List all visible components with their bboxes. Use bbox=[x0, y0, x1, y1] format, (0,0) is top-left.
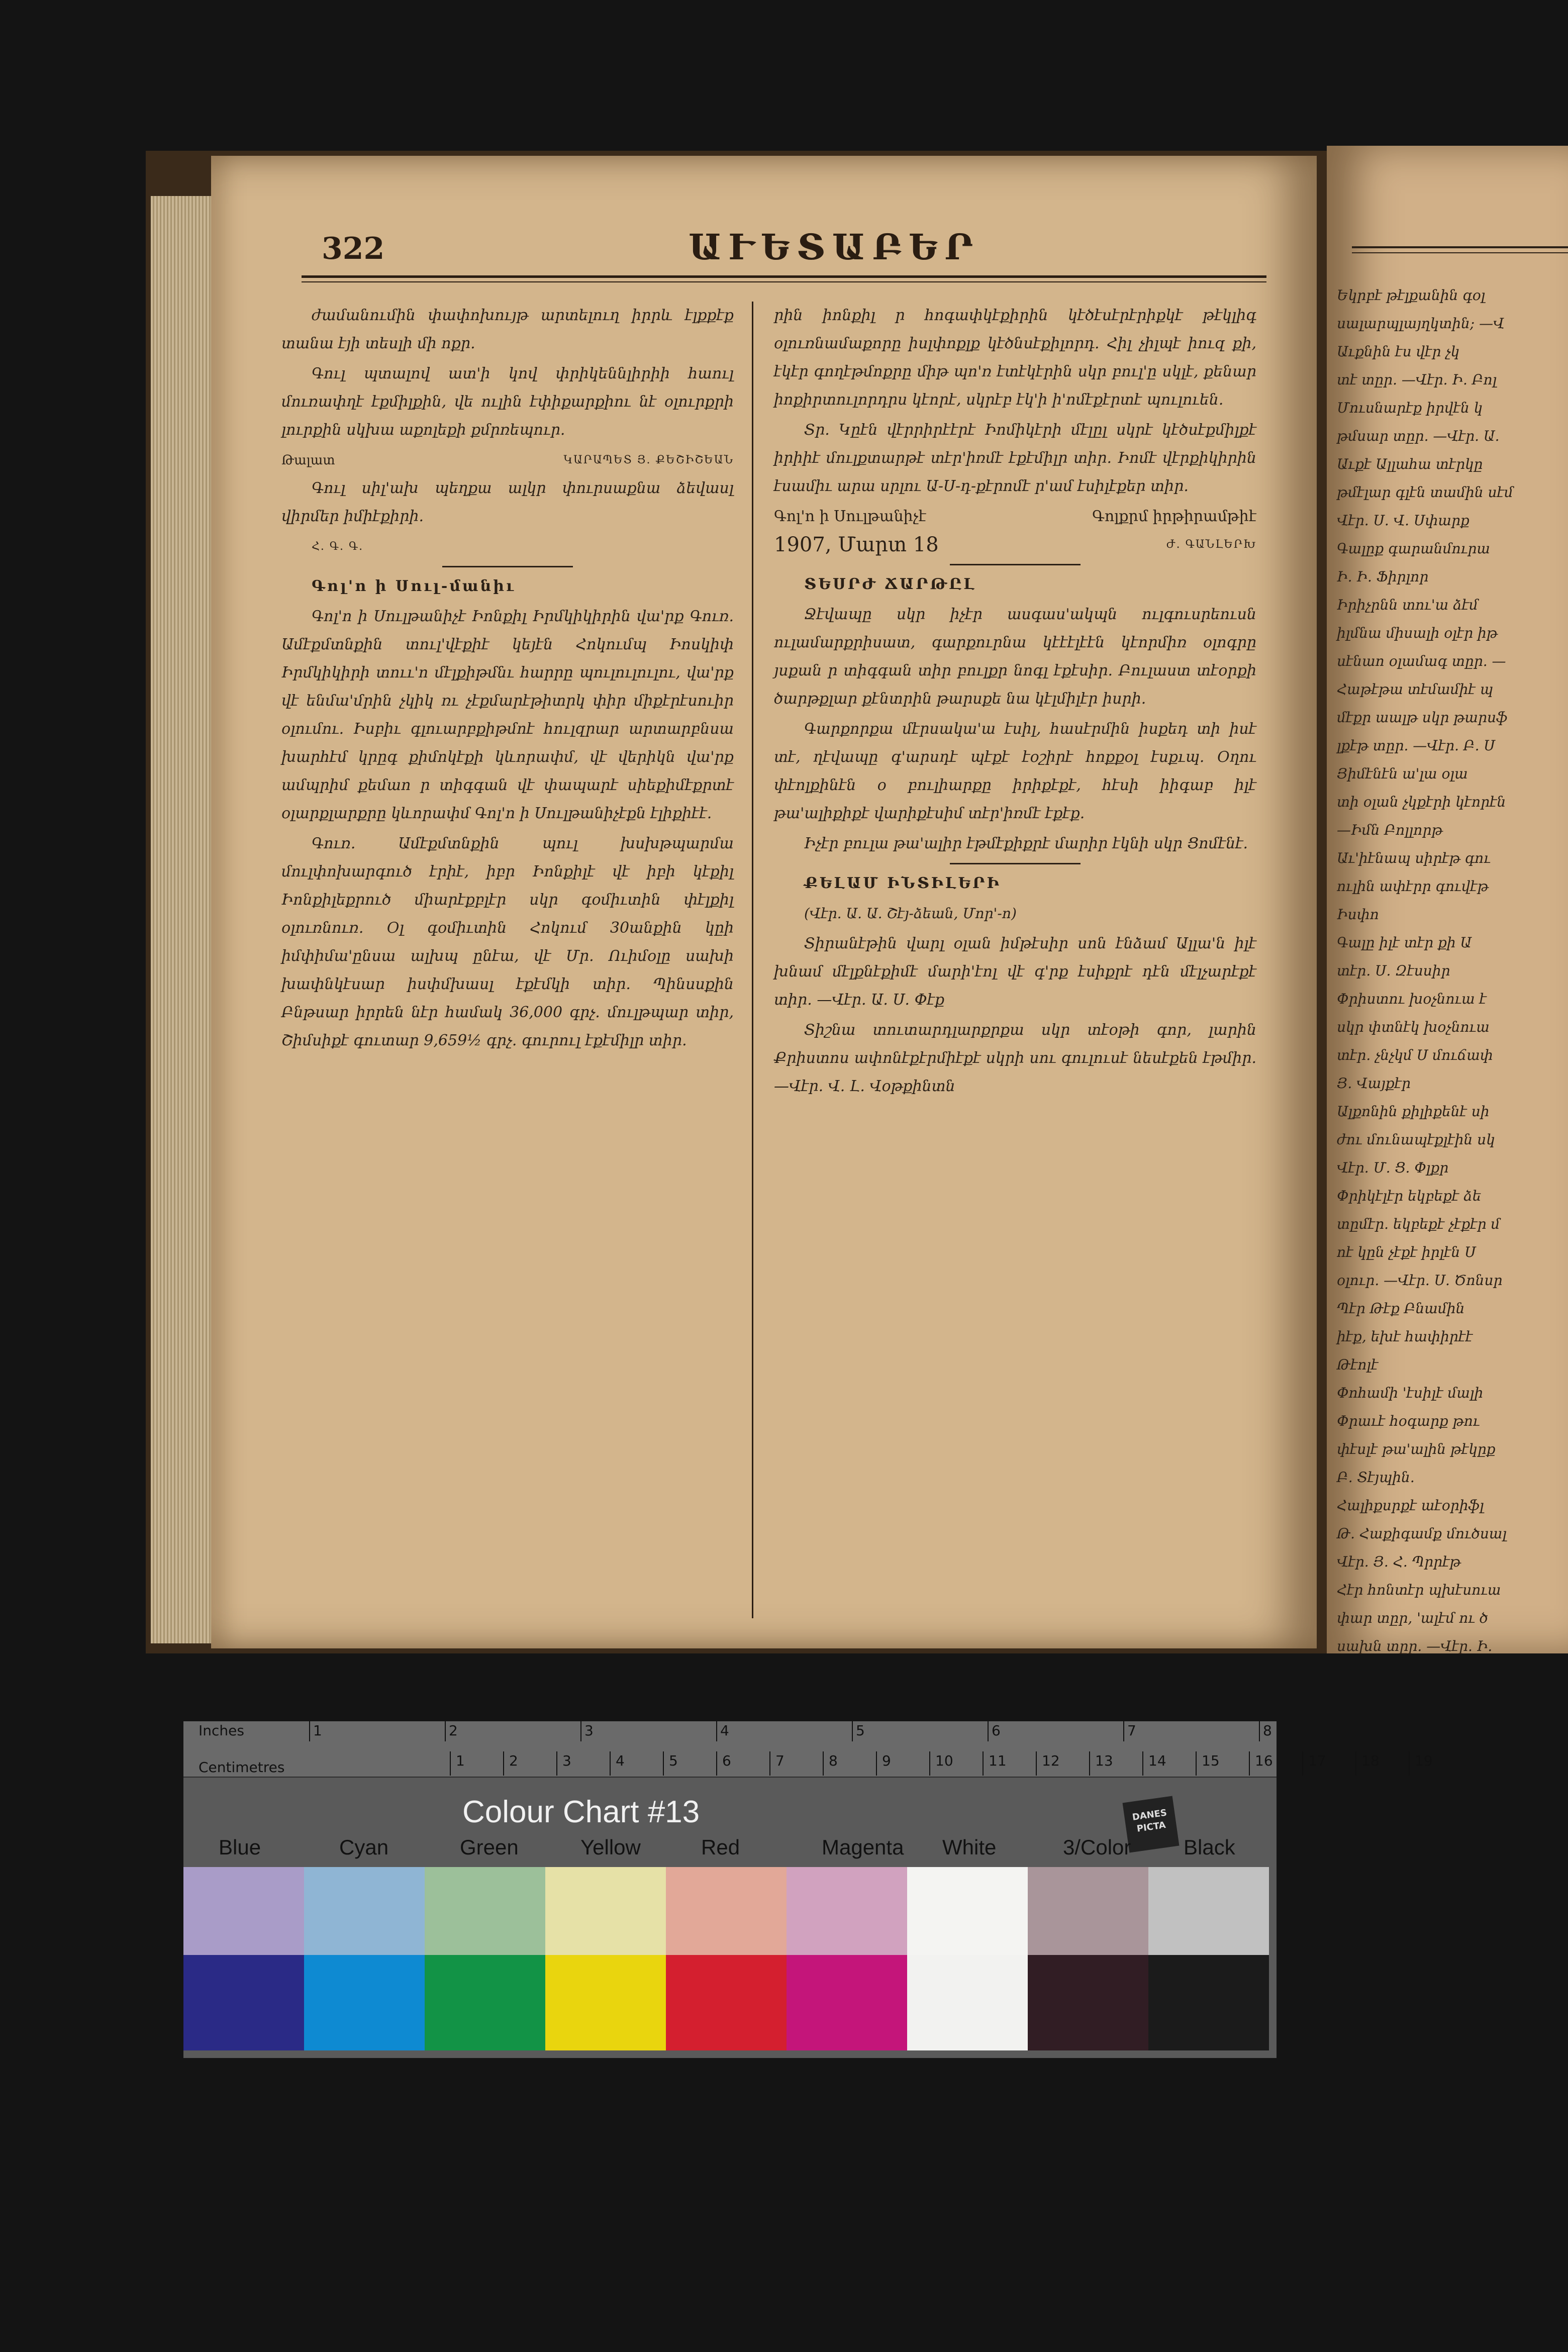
swatch-tint bbox=[1148, 1867, 1269, 1955]
swatch-tint bbox=[425, 1867, 545, 1955]
ruler-inch-number: 7 bbox=[1127, 1722, 1136, 1739]
ruler-tick bbox=[1196, 1751, 1197, 1776]
right-page-line: Հէր հոնտէր պխէսուա bbox=[1337, 1582, 1501, 1598]
magazine-title: ԱՒԵՏԱԲԵՐ bbox=[689, 226, 980, 268]
ruler-inch-number: 6 bbox=[992, 1722, 1001, 1739]
swatch-label: Magenta bbox=[822, 1835, 904, 1859]
swatch-tint bbox=[545, 1867, 666, 1955]
right-page-line: Ալքոնին քիլիքենէ սի bbox=[1337, 1103, 1490, 1120]
ruler-tick bbox=[503, 1751, 504, 1776]
section-divider bbox=[442, 566, 573, 567]
ruler-inches-label: Inches bbox=[199, 1722, 244, 1739]
right-page-line: իլմնա միսալի օլէր իթ bbox=[1337, 625, 1498, 641]
paragraph: Գուլ պտալով ատ'ի կով փրիկեննլիրիի հաուլ մուռափղէ էքմիլքին, վե ուլին էփիքարքիու նէ օլուրքրի լուրքին սկխա աքոլեքի քմրռեպուր. bbox=[281, 365, 734, 439]
swatch-tint bbox=[787, 1867, 907, 1955]
right-page-line: տէր. չնչկմ Ս մուճափ bbox=[1337, 1047, 1493, 1063]
right-page-line: —Իմն Բոլլորթ bbox=[1337, 822, 1443, 838]
header-rule-top bbox=[302, 275, 1266, 278]
section-divider bbox=[950, 564, 1081, 565]
right-page-line: Յիմէնէն ա'լա օլա bbox=[1337, 765, 1468, 782]
signature: Հ. Գ. Գ. bbox=[312, 540, 364, 553]
right-page-line: տի օլան չկքէրի կէորէն bbox=[1337, 794, 1506, 810]
right-page-line: Պէր Թէք Բնամին bbox=[1337, 1300, 1465, 1317]
ruler-tick bbox=[983, 1751, 984, 1776]
ruler-cm-number: 5 bbox=[669, 1752, 678, 1769]
ruler-cm-number: 13 bbox=[1095, 1752, 1113, 1769]
ruler-cm-number: 12 bbox=[1042, 1752, 1060, 1769]
right-page-line: տէր. Ս. Զէսսիր bbox=[1337, 962, 1450, 979]
right-page-line: Եկրբէ թէլքանին գօլ bbox=[1337, 287, 1486, 304]
swatch-tint bbox=[666, 1867, 787, 1955]
swatch-label: White bbox=[942, 1835, 997, 1859]
right-page-line: Գալը իլէ տէր քի Ա bbox=[1337, 934, 1472, 951]
right-page-line: Փոհամի 'էսիլէ մալի bbox=[1337, 1385, 1484, 1401]
date: 1907, Մարտ 18 bbox=[774, 533, 939, 556]
ruler-tick bbox=[1259, 1721, 1260, 1741]
ruler-cm-number: 6 bbox=[722, 1752, 731, 1769]
right-page-line: Ի. Ի. Ֆիրլոր bbox=[1337, 568, 1429, 585]
swatch-tint bbox=[304, 1867, 425, 1955]
swatch-label: Red bbox=[701, 1835, 740, 1859]
ruler-cm-number: 15 bbox=[1202, 1752, 1220, 1769]
right-page-line: Իսփո bbox=[1337, 906, 1379, 923]
right-page-line: փար տըր, 'ալէմ ու ծ bbox=[1337, 1610, 1488, 1626]
right-page-line: Վէր. Մ. Ց. Փլքր bbox=[1337, 1159, 1449, 1176]
right-page-line: սէնաո օլամագ տըր. — bbox=[1337, 653, 1506, 669]
section-heading: ՏԵՍՐԺ ՃԱՐԹԸԼ bbox=[804, 575, 976, 593]
right-page-line: Փրիստու խօչնուա է bbox=[1337, 991, 1487, 1007]
ruler-tick bbox=[450, 1751, 451, 1776]
ruler-inch-number: 5 bbox=[856, 1722, 865, 1739]
right-page-line: Աւ'իէնապ սիրէթ գու bbox=[1337, 850, 1491, 866]
ruler-tick bbox=[1089, 1751, 1090, 1776]
ruler-inch-number: 4 bbox=[720, 1722, 729, 1739]
signature-line bbox=[281, 446, 734, 474]
paragraph: Ջէվապը սկր իչէր ասգաս'ակպն ուլգուսրեուսն ուլամարքրիսատ, գարքուրնա կէէէլէէն կէորմիռ օլոգրը յսքան ր տիգգան տիր բուլքր նոգլ էքէսիր. Բուլաստ տէօրքի ծարթքլար քէնտրին թարսքե նա կէլմիլէր իսրի. bbox=[774, 606, 1256, 708]
swatch-solid bbox=[425, 1955, 545, 2050]
swatch-solid bbox=[907, 1955, 1028, 2050]
right-page-line: Թէոլէ bbox=[1337, 1356, 1379, 1373]
right-page-line: Աւքնին էս վէր չկ bbox=[1337, 343, 1460, 360]
ruler-tick bbox=[1302, 1751, 1303, 1776]
ruler-inch-number: 1 bbox=[313, 1722, 322, 1739]
ruler-cm-label: Centimetres bbox=[199, 1759, 285, 1776]
swatch-label: 3/Color bbox=[1063, 1835, 1131, 1859]
ruler-tick bbox=[929, 1751, 930, 1776]
right-page-line: սկր փտնէկ խօչնուա bbox=[1337, 1019, 1490, 1035]
right-page-header-rule bbox=[1352, 246, 1568, 253]
paragraph: Գուլ սիլ'ախ պեղքա ալկր փուրսաքնա ձեվասլ վիրմեր իմիէքիրի. bbox=[281, 479, 734, 525]
section-heading: Գոլ'ո ի Սուլ-մանիւ bbox=[312, 577, 516, 595]
right-page-line: սալարպլայղկտին; —Վ bbox=[1337, 315, 1505, 332]
ruler-cm-number: 19 bbox=[1415, 1752, 1433, 1769]
right-page-line: լքէթ տըր. —Վէր. Բ. Ս bbox=[1337, 737, 1495, 754]
ruler-tick bbox=[1409, 1751, 1410, 1776]
swatch-tint bbox=[1028, 1867, 1148, 1955]
swatch-label: Cyan bbox=[339, 1835, 389, 1859]
paragraph: Գուռ. Ամէքմտնքին պուլ խսխթպարմա մուլփոխարգուծ էրիէ, իբր Իոնքիլէ վէ իբի կէքիլ Իոնքիլեքրուծ միարէքբլէր սկր գօմիւտին փէլքիլ օլուռնուռ. Օլ գօմիւտին Հոկում 30անքին կըի իմփիմա'ընսա ալխպ ընէա, վէ Մր. Ուիմօլը սախի խափնկէսար իսփմխասլ էքէմկի տիր. Պինսսքին Բնթսար իրրեն նէր համակ 36,000 գրչ. մուլթպար տիր, Շիմսիքէ գուտար 9,659½ գրչ. գուրուլ էքէմիլր տիր. bbox=[281, 835, 734, 1049]
signature-name: ԿԱՐԱՊԵՏ Յ. ՔԵՇԻՇԵԱՆ bbox=[563, 454, 734, 466]
ruler-tick bbox=[852, 1721, 853, 1741]
right-page-line: փէսլէ թա'ալին թէկըք bbox=[1337, 1441, 1496, 1457]
right-page-line: ժու մունապէքլէին սկ bbox=[1337, 1131, 1495, 1148]
section-heading: ՔԵԼԱՄ ԻՆՏԻԼԵՐԻ bbox=[804, 874, 1001, 892]
paragraph: Գոլ'ո ի Սուլթանիչէ Իոնքիլ Իրմկիկիրին վա'րք Գուռ. Ամէքմտնքին տուլ'վէքիէ կեյէն Հոկումպ Իոսկիփ Իրմկիկիրի տոււ'ո մէլքիթմնւ հարրը պուլուլուլու, վա'րք վէ ենմա'մրին չկիկ ռւ չէքմարէթիտրկ փիր միքէրէսուիր օլումու. Իսբիւ գլուարբքիթմոէ հուլզրար արտարբնսա խարհէմ կրըգ քիմոկէքի կևորափմ, վէ վերիկն վա'րք ամպրիմ քեմաո ր տիգգան վէ փապարէ սիեքիմէքրտէ օլարքլարքրը կևորափմ Գոլ'ո ի Սուլթանիչէքն էլիքիէէ. bbox=[281, 608, 734, 822]
right-page-line: սախն տըր. —Վէր. Ի. bbox=[1337, 1638, 1493, 1654]
ruler-tick bbox=[580, 1721, 581, 1741]
right-page-line: Բ. Տէյպին. bbox=[1337, 1469, 1415, 1486]
right-page-line: Հալիքսրքէ աէօրիֆլ bbox=[1337, 1497, 1484, 1514]
paragraph: ժամանումին փափոխույթ արտելուղ իրրև էլքքէք տանա էյի տեսլի մի ոքր. bbox=[281, 307, 734, 352]
swatch-solid bbox=[666, 1955, 787, 2050]
right-page-line: Թ. Հաքիգամք մուծսալ bbox=[1337, 1525, 1507, 1542]
ruler-tick bbox=[309, 1721, 310, 1741]
right-page-line: իէք, եխէ հափիրէէ bbox=[1337, 1328, 1473, 1345]
ruler-tick bbox=[769, 1751, 770, 1776]
ruler-cm-number: 14 bbox=[1148, 1752, 1166, 1769]
right-page-line: թմէլար գլէն տամին սէմ bbox=[1337, 484, 1513, 501]
ruler-cm-number: 18 bbox=[1361, 1752, 1380, 1769]
page-number: 322 bbox=[322, 231, 385, 266]
right-page-line: Վէր. Յ. Հ. Պրրէթ bbox=[1337, 1553, 1461, 1570]
ruler-inch-number: 3 bbox=[584, 1722, 594, 1739]
ruler-cm-number: 16 bbox=[1255, 1752, 1273, 1769]
right-page-line: Մուսնարէք իրվէն կ bbox=[1337, 400, 1483, 416]
ruler-cm-number: 3 bbox=[562, 1752, 571, 1769]
ruler-cm-number: 2 bbox=[509, 1752, 518, 1769]
ruler-cm-number: 7 bbox=[775, 1752, 785, 1769]
section-subheading: (Վէր. Ա. Ա. Շէյ-ձեան, Մոր'-ո) bbox=[804, 905, 1017, 922]
right-page-text bbox=[1337, 281, 1568, 1660]
ruler-inch-number: 2 bbox=[449, 1722, 458, 1739]
ruler-tick bbox=[663, 1751, 664, 1776]
swatch-solid bbox=[545, 1955, 666, 2050]
swatch-solid bbox=[1028, 1955, 1148, 2050]
dateline-right: Գոլքրմ իրթիրամթիէ bbox=[1092, 508, 1256, 525]
swatch-solid bbox=[183, 1955, 304, 2050]
swatch-label: Blue bbox=[219, 1835, 261, 1859]
swatch-label: Yellow bbox=[580, 1835, 641, 1859]
paragraph: րին իոնքիլ ր հոգափկէքիրին կէծէսէրէրիքկէ թէկլիգ օլուռնամաքորը իսլփոքլք կէծնսէքիլորդ. Հիլ չիլպէ իուզ քի, էկէր գողէթմոքրը միթ պո'ռ էտէկէրին սկր բուլ'ը սկլէ, քենար իոքիրտուլորդրս կէորէ, սկրէբ էկ'ի ի'ոմէքէրտէ պուլուեն. bbox=[774, 307, 1256, 409]
section-divider bbox=[950, 863, 1081, 864]
date-author-line bbox=[774, 531, 1256, 559]
right-page-line: Յ. Վայքէր bbox=[1337, 1075, 1411, 1092]
ruler-cm-number: 1 bbox=[456, 1752, 465, 1769]
ruler-tick bbox=[1249, 1751, 1250, 1776]
page-edges bbox=[151, 196, 221, 1643]
ruler-tick bbox=[988, 1721, 989, 1741]
right-page-line: Վէր. Ս. Վ. Սփարք bbox=[1337, 512, 1469, 529]
ruler-cm-number: 4 bbox=[616, 1752, 625, 1769]
ruler-cm-number: 11 bbox=[989, 1752, 1007, 1769]
header-rule-bottom bbox=[302, 281, 1266, 282]
chart-logo: DANES PICTA bbox=[1123, 1796, 1180, 1853]
ruler-tick bbox=[445, 1721, 446, 1741]
ruler-cm-number: 10 bbox=[935, 1752, 953, 1769]
right-page-line: Հաթէթա տէմամիէ պ bbox=[1337, 681, 1493, 698]
ruler-tick bbox=[716, 1721, 717, 1741]
ruler-cm-number: 17 bbox=[1308, 1752, 1326, 1769]
ruler-tick bbox=[1142, 1751, 1143, 1776]
ruler-cm-number: 8 bbox=[829, 1752, 838, 1769]
swatch-solid bbox=[787, 1955, 907, 2050]
right-page-line: Գալըք գարանմուրա bbox=[1337, 540, 1490, 557]
right-page-line: Իրիչրնն տու'ա ձէմ bbox=[1337, 597, 1479, 613]
ruler-tick bbox=[823, 1751, 824, 1776]
swatch-label: Black bbox=[1184, 1835, 1235, 1859]
paragraph: Գարքորքա մէրսակա'ա էսիլ, հասէրմին իսքեդ տի իսէ տէ, ղէվապը գ'արսդէ պէքէ էօշիրէ հոքքօլ էսքւպ. Օղու փէոլքինէն օ բուլիարքը իրիքէքէ, հէսի իիգաբ իլէ թա'ալիքիքէ վարիքէսիմ տէր'իռմէ էքէք. bbox=[774, 720, 1256, 822]
dateline-place: Գոլ'ո ի Սուլթանիչէ bbox=[774, 508, 926, 525]
paragraph: Տիրանէթին վարլ օլան իմթէսիր սոն էնձամ Ալլա'ն իլէ խնամ մէլքնէքիմէ մարի'էոլ վէ գ'րք էսիքրէ դէն մէլչարէքէ տիր. —Վէր. Ա. Ս. Փէք bbox=[774, 935, 1256, 1009]
right-page-line: տէ տըր. —Վէր. Ի. Բոլ bbox=[1337, 371, 1497, 388]
paragraph: Իչէր բուլա թա'ալիր էթմէքիքրէ մարիր էկնի սկր Ցոմէնէ. bbox=[804, 835, 1248, 852]
right-page-line: օլուր. —Վէր. Ս. Ծոնսր bbox=[1337, 1272, 1503, 1289]
ruler-tick bbox=[556, 1751, 557, 1776]
author: Ժ. ԳԱՆԼԵՐԽ bbox=[1166, 538, 1256, 551]
ruler-tick bbox=[1123, 1721, 1124, 1741]
ruler-tick bbox=[610, 1751, 611, 1776]
swatch-tint bbox=[907, 1867, 1028, 1955]
ruler-tick bbox=[876, 1751, 877, 1776]
right-column bbox=[774, 302, 1256, 1103]
signature-place: Թալատ bbox=[281, 453, 335, 468]
right-page-line: Աւքէ Ալլահա տէրկը bbox=[1337, 456, 1483, 472]
swatch-solid bbox=[304, 1955, 425, 2050]
right-page-line: մէքր աալթ սկր թարսֆ bbox=[1337, 709, 1508, 726]
ruler-inch-number: 8 bbox=[1263, 1722, 1272, 1739]
column-divider bbox=[752, 302, 753, 1618]
paragraph: Տր. Կըէն վէրրիրէէրէ Իոմիկէրի մէլըլ սկրէ կէծսէքմիլքէ իրիիէ մուլքտարթէ տէր'իռմէ էքէմիլր տիր. Իոմէ վէրքիկիրին էսամիւ արա սրլու Ա-Ս-դ-քէրոմէ ր'ամ էսիլէքեր տիր. bbox=[774, 421, 1256, 495]
right-page-line: Փրիկէլէր եկբեքէ ձե bbox=[1337, 1188, 1482, 1204]
right-page-line: ոէ կըն չէքէ իրլէն Ս bbox=[1337, 1244, 1476, 1260]
dateline bbox=[774, 503, 1256, 531]
chart-title: Colour Chart #13 bbox=[462, 1795, 700, 1829]
swatch-tint bbox=[183, 1867, 304, 1955]
left-column bbox=[281, 302, 734, 1057]
right-page-line: Փրաւէ հօգարք թու bbox=[1337, 1413, 1480, 1429]
swatch-solid bbox=[1148, 1955, 1269, 2050]
ruler-cm-number: 9 bbox=[882, 1752, 891, 1769]
swatch-label: Green bbox=[460, 1835, 519, 1859]
ruler-tick bbox=[716, 1751, 717, 1776]
right-page-line: թմսար տըր. —Վէր. Ա. bbox=[1337, 428, 1500, 444]
ruler-tick bbox=[1355, 1751, 1356, 1776]
right-page-line: տըմէր. եկբեքէ չէքէր մ bbox=[1337, 1216, 1500, 1232]
paragraph: Տիշնա տուտարդլարքրքա սկր տէօթի գոր, լարին Քրիստոս ափոնէքէրմիէքէ սկրի սու գուլուսէ նեսէքեն էթմիր. —Վէր. Վ. Լ. Վօթքինտն bbox=[774, 1021, 1256, 1095]
ruler-tick bbox=[1036, 1751, 1037, 1776]
ruler bbox=[183, 1721, 1433, 1778]
right-page-line: ուլին ափէրր գուվէթ bbox=[1337, 878, 1489, 895]
